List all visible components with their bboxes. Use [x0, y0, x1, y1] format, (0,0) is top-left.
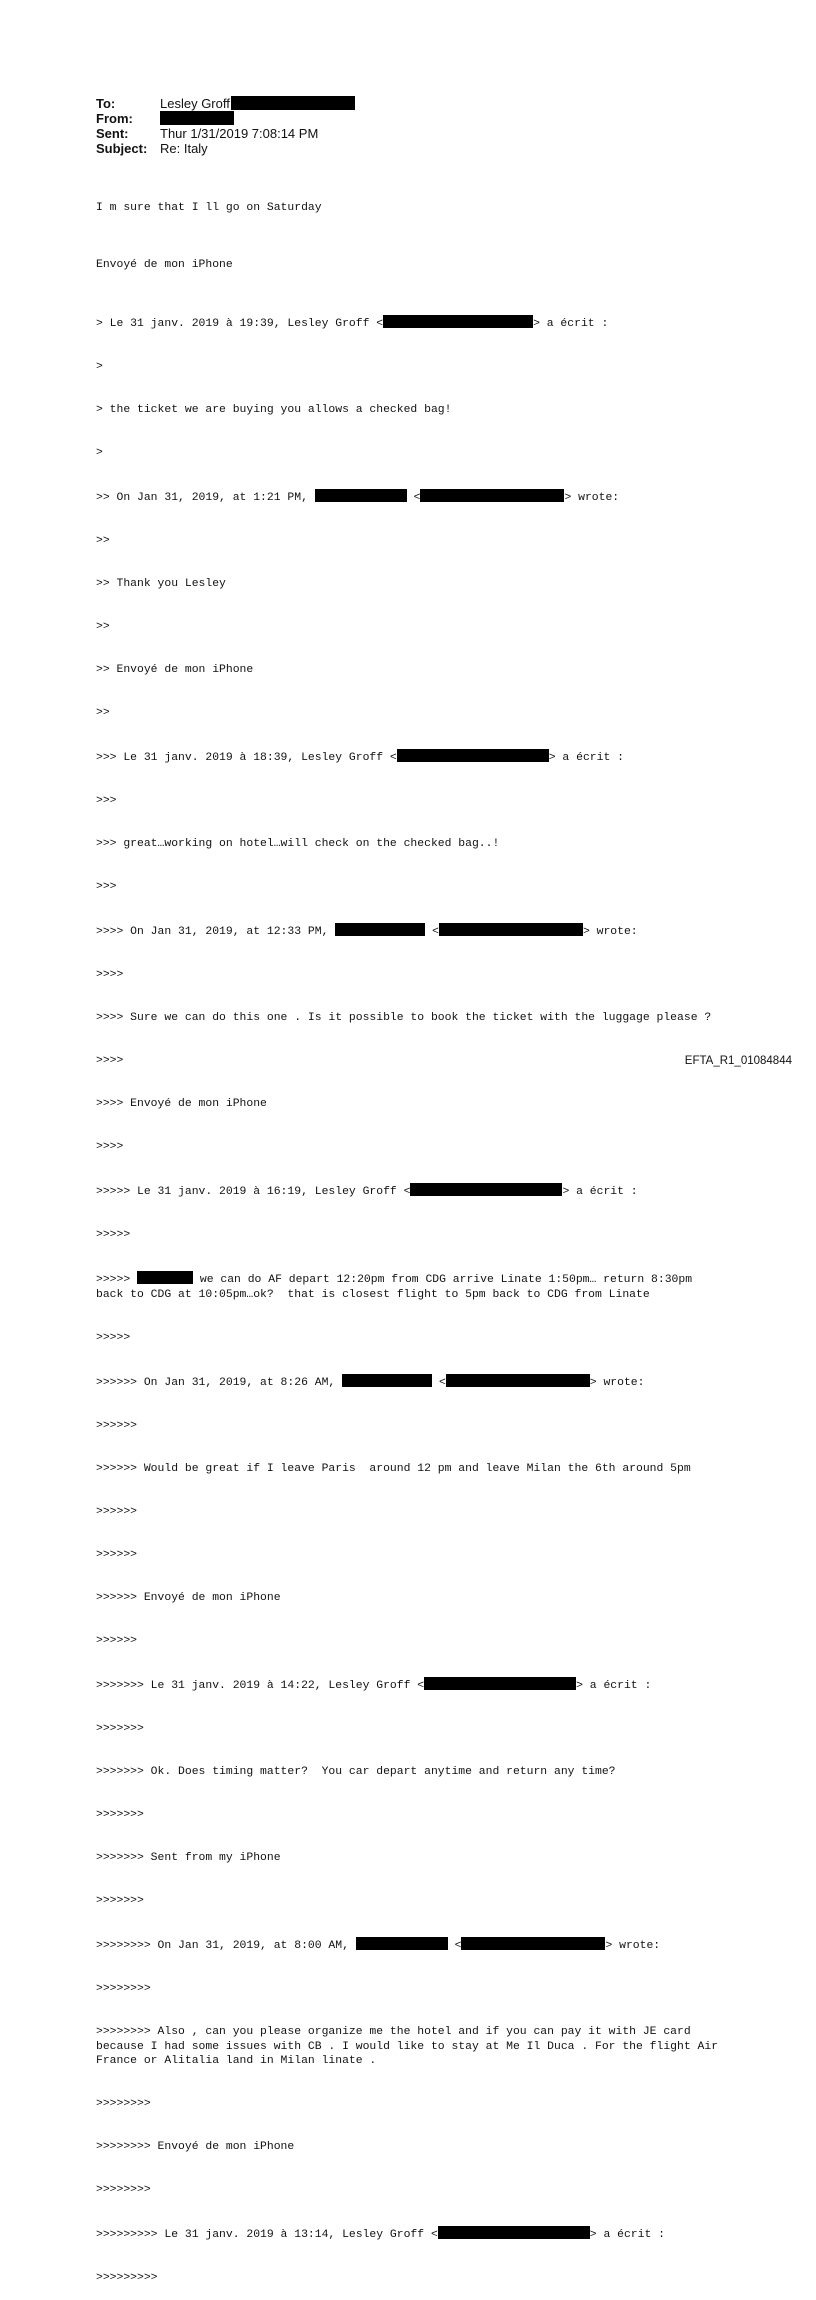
- redaction-bar: [446, 1374, 590, 1387]
- redaction-bar: [335, 923, 425, 936]
- to-label: To:: [96, 96, 116, 111]
- quoted-line: >>>> On Jan 31, 2019, at 12:33 PM, < > wrote:: [96, 923, 726, 939]
- quoted-line: >: [96, 360, 103, 373]
- quoted-line: >>>>>>>>: [96, 2184, 151, 2197]
- quoted-line: >>>>: [96, 1141, 124, 1154]
- redaction-bar: [137, 1271, 193, 1284]
- email-body: [96, 172, 726, 2300]
- redaction-bar: [438, 2226, 590, 2239]
- quoted-line: > Le 31 janv. 2019 à 19:39, Lesley Groff < > a écrit :: [96, 315, 726, 331]
- quoted-line: >>>>> Le 31 janv. 2019 à 16:19, Lesley Groff < > a écrit :: [96, 1183, 726, 1199]
- redaction-bar: [397, 749, 549, 762]
- quoted-line: >>>>>: [96, 1331, 131, 1344]
- redaction-bar: [424, 1677, 576, 1690]
- subject-label: Subject:: [96, 141, 148, 156]
- body-line: Envoyé de mon iPhone: [96, 258, 233, 271]
- quoted-line: >>>>>>>>: [96, 2098, 151, 2111]
- quoted-line: >>: [96, 707, 110, 720]
- quoted-line: >>>> Sure we can do this one . Is it possible to book the ticket with the luggage please ?: [96, 1012, 712, 1025]
- quoted-line: >>>>>>>>>: [96, 2272, 158, 2285]
- quoted-line: >>: [96, 534, 110, 547]
- quoted-line: >>: [96, 620, 110, 633]
- subject-value: Re: Italy: [160, 141, 208, 156]
- quoted-line: >>>>>>>> On Jan 31, 2019, at 8:00 AM, < > wrote:: [96, 1937, 726, 1953]
- quoted-line: >>>: [96, 795, 117, 808]
- quoted-line: >>> Le 31 janv. 2019 à 18:39, Lesley Groff < > a écrit :: [96, 749, 726, 765]
- quoted-line: >>>>>>>>: [96, 1983, 151, 1996]
- redaction-bar: [315, 489, 407, 502]
- quoted-line: >> Thank you Lesley: [96, 577, 226, 590]
- quoted-line: >>>>>> Would be great if I leave Paris around 12 pm and leave Milan the 6th around 5pm: [96, 1462, 691, 1475]
- redaction-bar: [356, 1937, 448, 1950]
- quoted-line: >>> great…working on hotel…will check on the checked bag..!: [96, 838, 500, 851]
- quoted-line: >>>>>>: [96, 1505, 138, 1518]
- redaction-bar: [410, 1183, 562, 1196]
- document-id: EFTA_R1_01084844: [684, 1055, 792, 1067]
- quoted-line: >> Envoyé de mon iPhone: [96, 664, 254, 676]
- quoted-line: >>>>>>>> Also , can you please organize me the hotel and if you can pay it with JE card because I had some issues with CB . I would like to stay at Me Il Duca . For the flight Air France or Alitalia land in Milan linate .: [96, 2026, 725, 2067]
- quoted-line: >>>>>>> Ok. Does timing matter? You car depart anytime and return any time?: [96, 1766, 616, 1779]
- quoted-line: >>>>>: [96, 1229, 131, 1242]
- quoted-line: >>>>>>>: [96, 1723, 144, 1736]
- sent-label: Sent:: [96, 126, 129, 141]
- redaction-bar: [461, 1937, 605, 1950]
- quoted-line: >>>>>>>> Envoyé de mon iPhone: [96, 2141, 295, 2154]
- quoted-line: >>>>> we can do AF depart 12:20pm from CDG arrive Linate 1:50pm… return 8:30pm back to CDG at 10:05pm…ok? that is closest flight to 5pm back to CDG from Linate: [96, 1271, 726, 1302]
- to-value: Lesley Groff: [160, 96, 230, 111]
- sent-value: Thur 1/31/2019 7:08:14 PM: [160, 126, 319, 141]
- redaction-bar: [420, 489, 564, 502]
- redaction-bar: [383, 315, 533, 328]
- quoted-line: >>>>>>>>> Le 31 janv. 2019 à 13:14, Lesley Groff < > a écrit :: [96, 2226, 726, 2242]
- redaction-bar: [160, 111, 234, 125]
- redaction-bar: [231, 96, 355, 110]
- body-line: I m sure that I ll go on Saturday: [96, 201, 322, 214]
- quoted-line: >>>>>>>: [96, 1809, 144, 1822]
- quoted-line: >> On Jan 31, 2019, at 1:21 PM, < > wrote:: [96, 489, 726, 505]
- quoted-line: >>>>>>>: [96, 1895, 144, 1908]
- quoted-line: >>>>>> Envoyé de mon iPhone: [96, 1592, 281, 1604]
- redaction-bar: [342, 1374, 432, 1387]
- quoted-line: >>>: [96, 881, 117, 894]
- quoted-line: >>>>: [96, 969, 124, 982]
- quoted-line: >>>>>>> Sent from my iPhone: [96, 1852, 281, 1865]
- from-label: From:: [96, 111, 133, 126]
- quoted-line: >>>>>> On Jan 31, 2019, at 8:26 AM, < > wrote:: [96, 1374, 726, 1390]
- redaction-bar: [439, 923, 583, 936]
- quoted-line: >>>>>>: [96, 1635, 138, 1648]
- quoted-line: >: [96, 446, 103, 459]
- quoted-line: >>>> Envoyé de mon iPhone: [96, 1098, 267, 1111]
- quoted-line: >>>>>>: [96, 1419, 138, 1432]
- quoted-line: > the ticket we are buying you allows a checked bag!: [96, 403, 452, 416]
- quoted-line: >>>>>>: [96, 1548, 138, 1561]
- quoted-line: >>>>: [96, 1055, 124, 1068]
- quoted-line: >>>>>>> Le 31 janv. 2019 à 14:22, Lesley Groff < > a écrit :: [96, 1677, 726, 1693]
